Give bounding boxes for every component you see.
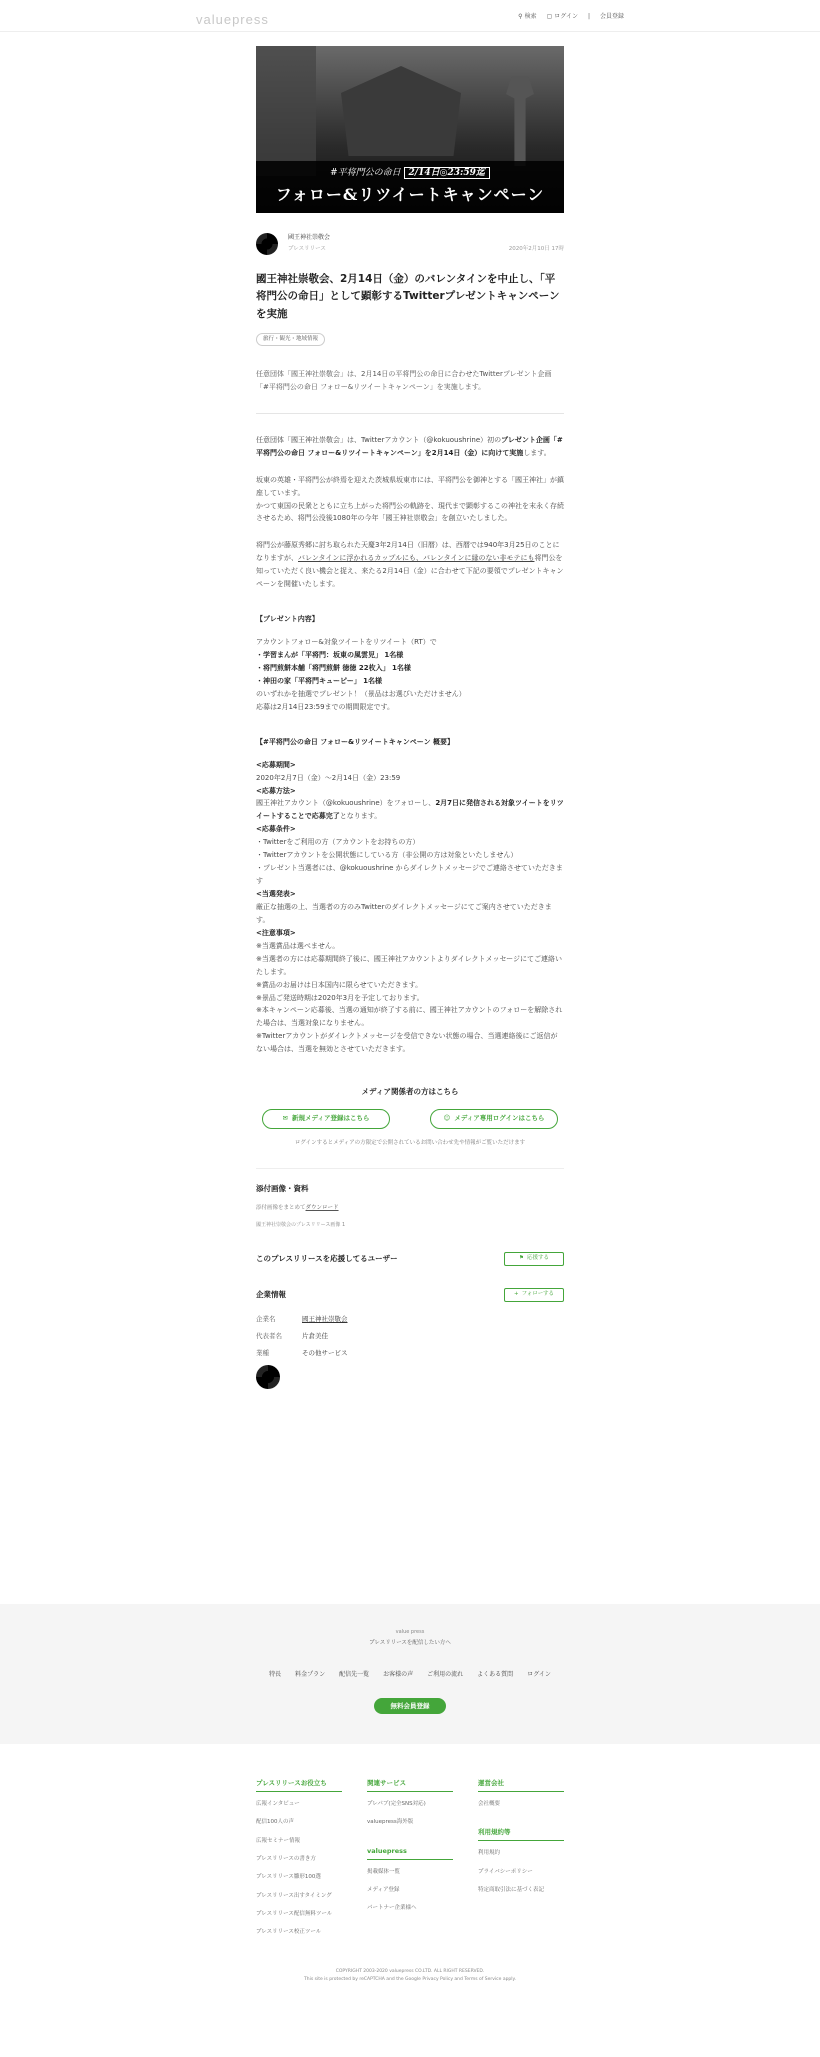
search-link[interactable]: ⚲ 検索 [518,12,536,22]
divider: | [587,13,590,20]
footer-link[interactable]: 配信100人の声 [256,1819,294,1826]
band-link[interactable]: 料金プラン [295,1670,326,1678]
band-link[interactable]: よくある質問 [477,1670,514,1678]
footer-columns [256,1778,564,1947]
promo-band [0,1604,820,1744]
site-header [0,0,820,32]
login-link[interactable]: ▢ ログイン [547,12,578,22]
corp-name-link[interactable]: 國王神社崇敬会 [302,1314,348,1323]
shrine-shape [326,66,476,156]
hero-caption [256,161,564,213]
media-login-button[interactable]: ☺ メディア専用ログインはこちら [430,1109,558,1129]
company-row [256,231,564,259]
article-lead: 任意団体「國王神社崇敬会」は、2月14日の平将門公の命日に合わせたTwitterプレゼント企画「#平将門公の命日 フォロー&リツイートキャンペーン」を実施します。 [256,370,552,391]
corp-crest-icon [256,1365,280,1389]
band-link[interactable]: 配信先一覧 [339,1670,370,1678]
tree-shape [256,46,316,176]
flag-icon: ⚑ [519,1255,524,1262]
hero-subtitle: #平将門公の命日 [330,168,401,178]
mail-icon: ✉ [282,1114,288,1123]
footer-link[interactable]: パートナー企業様へ [367,1905,417,1912]
attachment-image[interactable]: 國王神社崇敬会のプレスリリース画像 1 [256,1222,346,1229]
user-icon: ☺ [443,1114,451,1123]
free-register-button[interactable]: 無料会員登録 [374,1698,446,1714]
site-logo[interactable]: valuepress [196,12,269,27]
attachments-title: 添付画像・資料 [256,1184,309,1194]
hero-campaign: フォロー&リツイートキャンペーン [275,185,545,205]
download-link[interactable]: ダウンロード [305,1205,339,1212]
company-crest-icon [256,233,278,255]
release-type: プレスリリース [288,246,326,252]
media-note: ログインするとメディアの方限定で公開されているお問い合わせ先や情報がご覧いただけます [294,1139,526,1146]
media-register-button[interactable]: ✉ 新規メディア登録はこちら [262,1109,390,1129]
login-icon: ▢ [546,13,553,20]
main-content: #平将門公の命日 2/14日◎23:59迄 フォロー&リツイートキャンペーン 國王神社崇敬会 プレスリリース 2020年2月10日 17時 國王神社崇敬会、2月14日（金）のバレンタインを中止し、「平将門公の命日」として顕彰するTwitterプレゼントキャンペーンを実施 旅行・観光・地域情報 任意団体「國王神社崇敬会」は、2月14日の平将門公の命日に合わせたTwitterプレゼント企画「#平将門公の命日 フォロー&リツイートキャンペーン」を実施します。 任意団体「國王神社崇敬会」は、Twitterアカウント（@kokuoushrine）初のプレゼント企画「#平将門公の命日 フォロー&リツイートキャンペーン」を2月14日（金）に向けて実施します。 坂東の英雄・平将門公が終焉を迎えた茨城県坂東市には、平将門公を御神とする「國王神社」が鎮座しています。 かつて東国の民衆とともに立ち上がった将門公の軌跡を、現代まで顕彰するこの神社を末永く存続させるため、将門公没後1080年の今年「國王神社崇敬会」を創立いたしました。 将門公が藤原秀郷に討ち取られた天慶3年2月14日（旧暦）は、西暦では940年3月25日のことになりますが、バレンタインに浮かれるカップルにも、バレンタインに縁のない非モテにも将門公を知っていただく良い機会と捉え、来たる2月14日（金）に合わせて下記の要領でプレゼントキャンペーンを開催いたします。 【プレゼント内容】 アカウントフォロー&対象ツイートをリツイート（RT）で ・学習まんが「平将門：坂東の風雲児」 1名様 ・将門煎餅本舗「将門煎餅 徳徳 22枚入」 1名様 ・神田の家「平将門キューピー」 1名様 のいずれかを抽選でプレゼント！（景品はお選びいただけません） 応募は2月14日23:59までの期間限定です。 【#平将門公の命日 フォロー&リツイートキャンペーン 概要】 <応募期間> 2020年2月7日（金）〜2月14日（金）23:59 <応募方法> 國王神社アカウント（@kokuoushrine）をフォローし、2月7日に発信される対象ツイートをリツイートすることで応募完了となります。 <応募条件> ・Twitterをご利用の方（アカウントをお持ちの方） ・Twitterアカウントを公開状態にしている方（非公開の方は対象といたしません） ・プレゼント当選者には、@kokuoushrine からダイレクトメッセージでご連絡させていただきます <当選発表> 厳正な抽選の上、当選者の方のみTwitterのダイレクトメッセージにてご案内させていただきます。 <注意事項> ※当選賞品は選べません。 ※当選者の方には応募期間終了後に、國王神社アカウントよりダイレクトメッセージにてご連絡いたします。 ※賞品のお届けは日本国内に限らせていただきます。 ※景品ご発送時期は2020年3月を予定しております。 ※本キャンペーン応募後、当選の通知が終了する前に、國王神社アカウントのフォローを解除された場合は、当選対象になりません。 ※Twitterアカウントがダイレクトメッセージを受信できない状態の場合、当選連絡後にご返信がない場合は、当選を無効とさせていただきます。 メディア関係者の方はこちら ✉ 新規メディア登録はこちら ☺ メディア専用ログインはこちら ログインするとメディアの方限定で公開されているお問い合わせ先や情報がご覧いただけます 添付画像・資料 添付画像をまとめてダウンロード 國王神社崇敬会のプレスリリース画像 1 このプレスリリースを応援してるユーザー ⚑ 応援する 企業情報 + フォローする 企業名 國王神社崇敬会 代表者名 片倉美佳 業種 その他サービス [256,46,564,1389]
media-section [256,1086,564,1148]
footer-link[interactable]: プレスリリース配信無料ツール [256,1911,333,1918]
search-icon: ⚲ [518,13,523,20]
overview-heading: 【#平将門公の命日 フォロー&リツイートキャンペーン 概要】 [256,737,455,746]
band-tagline: プレスリリースを配信したい方へ [369,1639,451,1646]
footer-link[interactable]: 広報セミナー情報 [256,1837,301,1844]
article-body: 任意団体「國王神社崇敬会」は、Twitterアカウント（@kokuoushrine）初のプレゼント企画「#平将門公の命日 フォロー&リツイートキャンペーン」を2月14日（金）に向けて実施します。 坂東の英雄・平将門公が終焉を迎えた茨城県坂東市には、平将門公を御神とする「國王神社」が鎮座しています。 かつて東国の民衆とともに立ち上がった将門公の軌跡を、現代まで顕彰するこの神社を末永く存続させるため、将門公没後1080年の今年「國王神社崇敬会」を創立いたしました。 将門公が藤原秀郷に討ち取られた天慶3年2月14日（旧暦）は、西暦では940年3月25日のことになりますが、バレンタインに浮かれるカップルにも、バレンタインに縁のない非モテにも将門公を知っていただく良い機会と捉え、来たる2月14日（金）に合わせて下記の要領でプレゼントキャンペーンを開催いたします。 【プレゼント内容】 アカウントフォロー&対象ツイートをリツイート（RT）で ・学習まんが「平将門：坂東の風雲児」 1名様 ・将門煎餅本舗「将門煎餅 徳徳 22枚入」 1名様 ・神田の家「平将門キューピー」 1名様 のいずれかを抽選でプレゼント！（景品はお選びいただけません） 応募は2月14日23:59までの期間限定です。 【#平将門公の命日 フォロー&リツイートキャンペーン 概要】 <応募期間> 2020年2月7日（金）〜2月14日（金）23:59 <応募方法> 國王神社アカウント（@kokuoushrine）をフォローし、2月7日に発信される対象ツイートをリツイートすることで応募完了となります。 <応募条件> ・Twitterをご利用の方（アカウントをお持ちの方） ・Twitterアカウントを公開状態にしている方（非公開の方は対象といたしません） ・プレゼント当選者には、@kokuoushrine からダイレクトメッセージでご連絡させていただきます <当選発表> 厳正な抽選の上、当選者の方のみTwitterのダイレクトメッセージにてご案内させていただきます。 <注意事項> ※当選賞品は選べません。 ※当選者の方には応募期間終了後に、國王神社アカウントよりダイレクトメッセージにてご連絡いたします。 ※賞品のお届けは日本国内に限らせていただきます。 ※景品ご発送時期は2020年3月を予定しております。 ※本キャンペーン応募後、当選の通知が終了する前に、國王神社アカウントのフォローを解除された場合は、当選対象になりません。 ※Twitterアカウントがダイレクトメッセージを受信できない状態の場合、当選連絡後にご返信がない場合は、当選を無効とさせていただきます。 [256,435,564,1054]
footer-col-2: 関連サービス プレパブ(完全SNS対応) valuepress海外版 valuepress 掲載媒体一覧 メディア登録 パートナー企業様へ [367,1778,453,1947]
article-title: 國王神社崇敬会、2月14日（金）のバレンタインを中止し、「平将門公の命日」として顕彰するTwitterプレゼントキャンペーンを実施 [256,273,560,320]
follow-button[interactable]: + フォローする [504,1288,564,1302]
footer-col-3: 運営会社 会社概要 利用規約等 利用規約 プライバシーポリシー 特定商取引法に基づく表記 [478,1778,564,1947]
present-heading: 【プレゼント内容】 [256,615,319,624]
hero-date-badge: 2/14日◎23:59迄 [404,167,490,179]
footer-link[interactable]: プレスリリースの書き方 [256,1856,316,1863]
footer-link[interactable]: プレスリリース雛形100選 [256,1874,321,1881]
corp-title: 企業情報 [256,1289,286,1299]
footer-link[interactable]: 掲載媒体一覧 [367,1868,401,1875]
band-link[interactable]: ご利用の流れ [427,1670,464,1678]
release-date: 2020年2月10日 17時 [508,246,564,252]
footer-link[interactable]: 広報インタビュー [256,1801,300,1808]
footer-link[interactable]: 特定商取引法に基づく表記 [478,1887,545,1894]
register-link[interactable]: 会員登録 [599,13,624,20]
footer-link[interactable]: プレスリリース校正ツール [256,1929,322,1936]
footer-link[interactable]: プレパブ(完全SNS対応) [367,1801,426,1808]
band-link[interactable]: お客様の声 [383,1670,414,1678]
footer-link[interactable]: プレスリリース出すタイミング [256,1892,332,1899]
divider [256,1168,564,1169]
plus-icon: + [513,1291,519,1298]
divider [256,413,564,414]
hero-image [256,46,564,213]
footer-logo[interactable]: value press [395,1629,425,1635]
band-links [0,1670,820,1680]
company-name[interactable]: 國王神社崇敬会 [288,234,331,241]
footer-link[interactable]: valuepress海外版 [367,1819,414,1826]
footer-link[interactable]: 利用規約 [478,1850,501,1857]
band-link[interactable]: ログイン [527,1670,551,1678]
lantern-shape [506,76,534,166]
category-tag[interactable]: 旅行・観光・地域情報 [256,333,325,346]
corp-table: 企業名 國王神社崇敬会 代表者名 片倉美佳 業種 その他サービス [256,1314,348,1357]
copyright: COPYRIGHT 2003-2020 valuepress CO.LTD. ALL RIGHT RESERVED. This site is protected by reCAPTCHA and the Google Privacy Policy and Terms of Service apply. [303,1969,516,1983]
footer-col-1: プレスリリースお役立ち 広報インタビュー 配信100人の声 広報セミナー情報 プレスリリースの書き方 プレスリリース雛形100選 プレスリリース出すタイミング プレスリリース配信無料ツール プレスリリース校正ツール [256,1778,342,1947]
support-title: このプレスリリースを応援してるユーザー [256,1253,398,1263]
footer-link[interactable]: プライバシーポリシー [478,1868,533,1875]
band-link[interactable]: 特長 [269,1670,282,1678]
header-nav [518,12,624,22]
support-button[interactable]: ⚑ 応援する [504,1252,564,1266]
footer-link[interactable]: メディア登録 [367,1887,400,1894]
footer-link[interactable]: 会社概要 [478,1801,501,1808]
media-title: メディア関係者の方はこちら [361,1087,459,1097]
